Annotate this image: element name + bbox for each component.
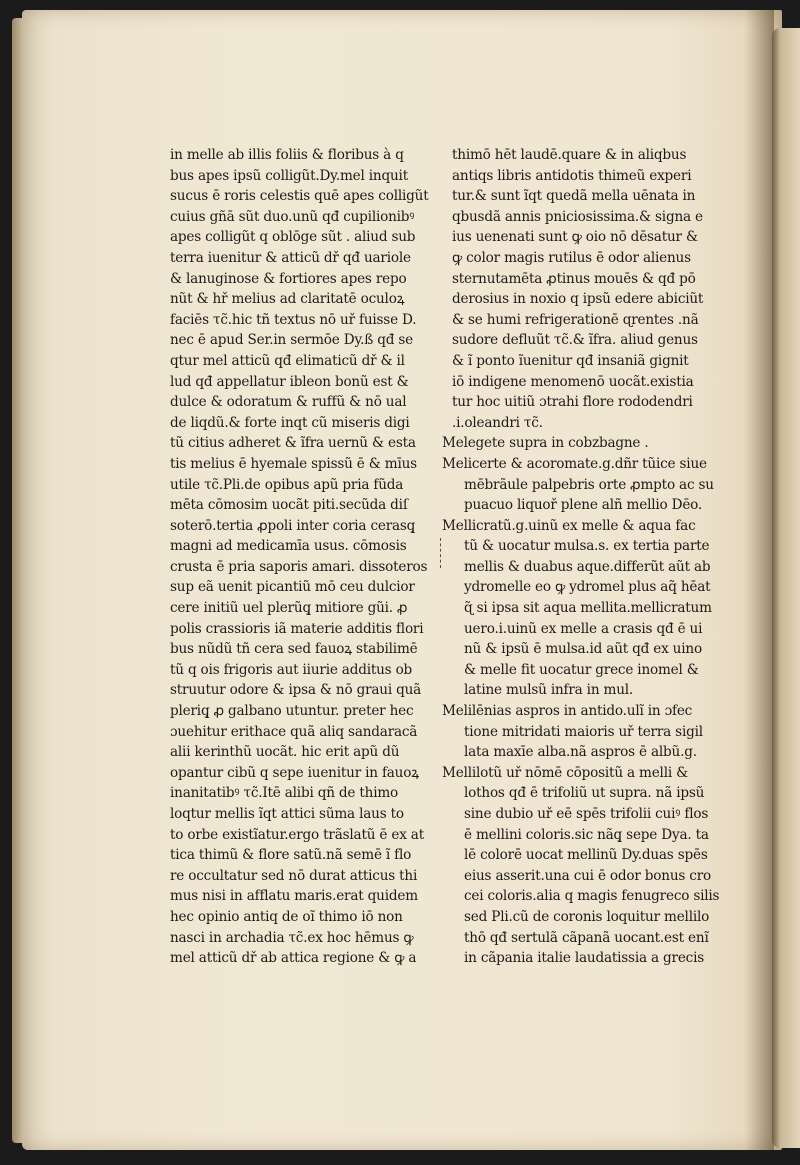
text-line: apes colligũt q oblōge sũt . aliud sub — [170, 229, 416, 246]
margin-mark — [440, 538, 442, 568]
text-line: .i.oleandri τc̃. — [452, 414, 543, 431]
glossary-entries — [442, 433, 724, 968]
text-line: re occultatur sed nō durat atticus thi — [170, 867, 418, 884]
entry-text-line: lothos qđ ē trifoliũ ut supra. nã ipsũ — [464, 785, 705, 802]
continuation-paragraph — [452, 145, 724, 433]
text-line: thimō hēt laudē.quare & in aliqbus — [452, 147, 687, 163]
text-line: ꝙ color magis rutilus ē odor alienus — [452, 249, 691, 266]
text-line: iō indigene menomenō uocãt.existia — [452, 373, 694, 390]
entry-text-line: eius asserit.una cui ē odor bonus cro — [464, 867, 711, 884]
text-line: tũ citius adheret & ĩfra uernũ & esta — [170, 435, 416, 452]
entry-text-line: in cãpania italie laudatissia a grecis — [464, 950, 705, 967]
text-line: inanitatibꝰ τc̃.Itē alibi qñ de thimo — [170, 785, 399, 802]
glossary-entry — [442, 433, 724, 454]
text-line: sup eã uenit picantiũ mō ceu dulcior — [170, 579, 415, 596]
text-line: alii kerinthũ uocãt. hic erit apũ dũ — [170, 744, 400, 761]
entry-headword-line: Mellicratũ.g.uinũ ex melle & aqua fac — [442, 517, 696, 534]
entry-text-line: tũ & uocatur mulsa.s. ex tertia parte — [464, 538, 710, 555]
text-line: lud qđ appellatur ibleon bonũ est & — [170, 373, 409, 390]
entry-text-line: & melle fit uocatur grece inomel & — [464, 661, 699, 678]
entry-headword-line: Melegete supra in cobzbagne . — [442, 435, 649, 452]
entry-headword-line: Melicerte & acoromate.g.dñr tũice siue — [442, 455, 707, 472]
text-line: polis crassioris iã materie additis flori — [170, 620, 424, 637]
facing-page-edge — [772, 28, 800, 1148]
text-line: hec opinio antiq de oĩ thimo iō non — [170, 908, 403, 925]
entry-text-line: latine mulsũ infra in mul. — [464, 682, 634, 699]
entry-text-line: tione mitridati maioris uř terra sigil — [464, 723, 703, 740]
text-line: struutur odore & ipsa & nō graui quã — [170, 682, 422, 699]
entry-text-line: ē mellini coloris.sic nãq̧ sepe Dya. ta — [464, 826, 709, 843]
text-line: tur.& sunt ĩqt quedã mella uēnata in — [452, 188, 696, 205]
entry-text-line: lata maxīe alba.nã aspros ē albũ.g. — [464, 744, 697, 761]
entry-text-line: puacuo liquoř plene alñ mellio Dēo. — [464, 497, 703, 514]
entry-text-line: ydromelle eo ꝙ ydromel plus aq̃ hēat — [464, 579, 711, 596]
entry-text-line: lē colorē uocat mellinũ Dy.duas spēs — [464, 847, 708, 864]
text-line: tur hoc uitiũ ɔtrahi flore rododendri — [452, 394, 693, 411]
text-line: nasci in archadia τc̃.ex hoc hēmus ꝙ — [170, 929, 414, 946]
text-line: cere initiũ uel plerũq̧ mitiore gũi. ꝓ — [170, 600, 408, 617]
text-line: tũ q ois frigoris aut iiurie additus ob — [170, 661, 413, 678]
text-line: mus nisi in afflatu maris.erat quidem — [170, 888, 418, 905]
entry-text-line: uero.i.uinũ ex melle a crasis qđ ē ui — [464, 620, 703, 637]
glossary-entry — [442, 701, 724, 763]
text-line: ius uenenati sunt ꝙ oio nō dēsatur & — [452, 229, 698, 246]
text-line: tica thimũ & flore satũ.nã semē ĩ flo — [170, 847, 412, 864]
glossary-entry — [442, 454, 724, 516]
entry-headword-line: Melilēnias aspros in antido.ulĩ in ɔfec — [442, 703, 693, 720]
text-line: & lanuginose & fortiores apes repo — [170, 270, 407, 287]
text-line: mēta cōmosim uocãt piti.secũda diſ — [170, 497, 408, 514]
text-line: sucus ē roris celestis quē apes colligũt — [170, 188, 429, 205]
text-line: derosius in noxio q ipsũ edere abiciũt — [452, 291, 704, 308]
entry-text-line: nũ & ipsũ ē mulsa.id aũt qđ ex uino — [464, 641, 702, 658]
text-line: bus nũdũ tñ cera sed fauoꝝ stabilimē — [170, 641, 418, 658]
text-line: tis melius ē hyemale spissũ ē & mīus — [170, 455, 417, 472]
glossary-entry — [442, 516, 724, 701]
text-line: faciēs τc̃.hic tñ textus nō uř fuisse D. — [170, 311, 417, 328]
text-line: soterō.tertia ꝓpoli inter coria cerasq̧ — [170, 517, 416, 534]
text-line: sternutamēta ꝓtinus mouēs & qđ pō — [452, 270, 696, 287]
entry-text-line: sine dubio uř eē spēs trifolii cuiꝰ flos — [464, 806, 709, 822]
text-line: bus apes ipsũ colligũt.Dy.mel inquit — [170, 167, 408, 184]
text-line: & ĩ ponto ĩuenitur qđ insaniã gignit — [452, 352, 689, 369]
text-line: cuius gñā sũt duo.unũ qđ cupilionibꝰ — [170, 208, 415, 225]
text-line: mel atticũ dř ab attica regione & ꝙ a — [170, 950, 417, 967]
text-line: qbusdã annis pniciosissima.& signa e — [452, 208, 703, 225]
text-line: terra iuenitur & atticũ dř qđ uariole — [170, 249, 411, 266]
text-line: pleriq̧ ꝓ galbano utuntur. preter hec — [170, 703, 414, 720]
text-line: nũt & hř melius ad claritatē oculoꝝ — [170, 291, 405, 308]
left-text-column — [170, 145, 438, 969]
text-line: & se humi refrigerationē ɋrentes .nã — [452, 311, 699, 328]
gutter-shadow — [744, 10, 774, 1150]
text-line: to orbe existĩatur.ergo trãslatũ ē ex at — [170, 826, 424, 843]
text-line: nec ē apud Ser.in sermōe Dy.ß qđ se — [170, 332, 413, 349]
entry-headword-line: Mellilotũ uř nōmē cōpositũ a melli & — [442, 764, 689, 781]
entry-text-line: thō qđ sertulã cãpanã uocant.est enĩ — [464, 929, 709, 946]
text-line: utile τc̃.Pli.de opibus apũ pria fũda — [170, 476, 404, 493]
text-line: antiqs libris antidotis thimeũ experi — [452, 167, 692, 184]
entry-text-line: sed Pli.cũ de coronis loquitur mellilo — [464, 908, 710, 925]
entry-text-line: ɋ̃ si ipsa sit aqua mellita.mellicratum — [464, 600, 712, 617]
entry-text-line: cei coloris.alia q magis fenugreco silis — [464, 888, 720, 905]
text-line: ɔuehitur erithace quã aliq sandaracã — [170, 723, 418, 740]
right-text-column — [442, 145, 724, 969]
text-line: sudore defluũt τc̃.& ĩfra. aliud genus — [452, 332, 698, 349]
text-line: qtur mel atticũ qđ elimaticũ dř & il — [170, 352, 405, 369]
entry-text-line: mēbrãule palpebris orte ꝓmpto ac su — [464, 476, 714, 493]
entry-text-line: mellis & duabus aque.differũt aũt ab — [464, 558, 711, 575]
text-line: de liqdũ.& forte inqt cũ miseris digi — [170, 414, 410, 431]
text-line: in melle ab illis foliis & floribus à q — [170, 147, 404, 163]
glossary-entry — [442, 763, 724, 969]
text-line: loqtur mellis ĩqt attici sũma laus to — [170, 806, 404, 822]
text-line: dulce & odoratum & ruffũ & nō ual — [170, 394, 407, 411]
text-line: magni ad medicamīa usus. cōmosis — [170, 538, 407, 555]
text-line: opantur cibũ q sepe iuenitur in fauoꝝ — [170, 764, 419, 781]
text-line: crusta ē pria saporis amari. dissoteros — [170, 558, 428, 575]
